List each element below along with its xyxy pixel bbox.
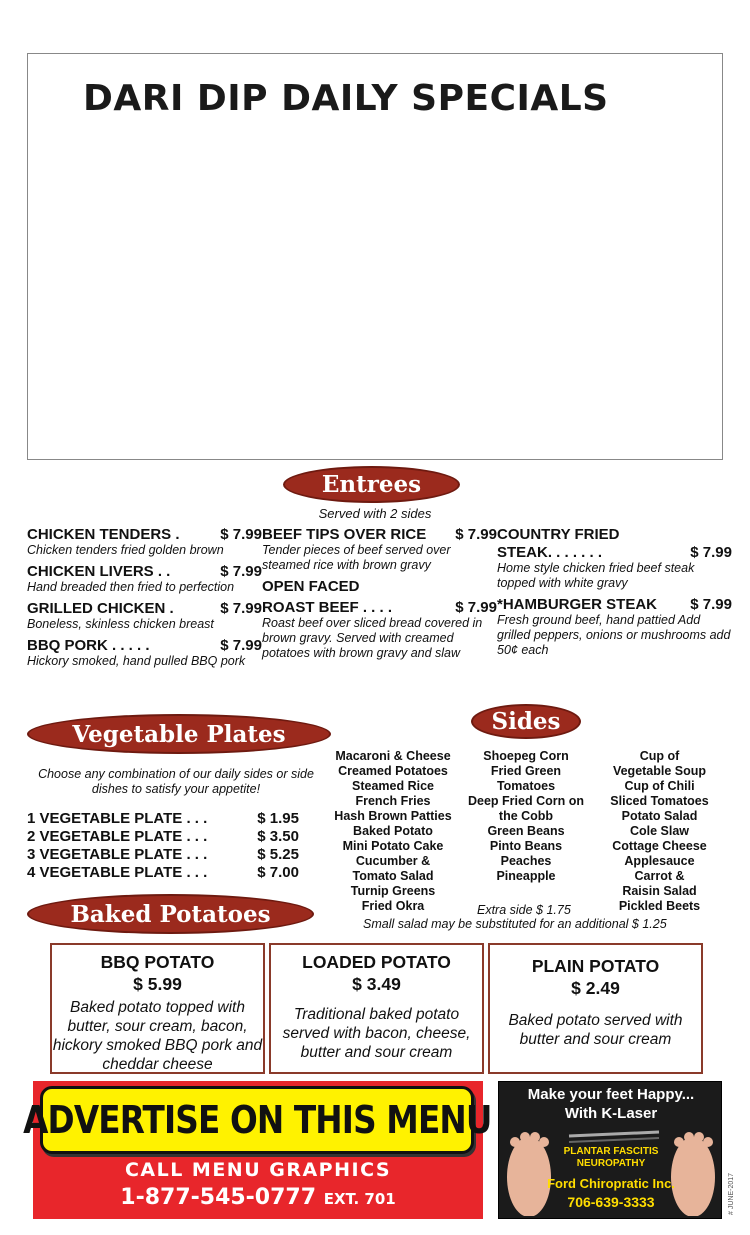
entree-price: $ 7.99	[690, 596, 732, 613]
entree-name: BBQ PORK . . . . .	[27, 637, 150, 654]
potato-price: $ 5.99	[133, 974, 182, 994]
plate-price: $ 3.50	[257, 828, 299, 845]
specials-board	[27, 53, 723, 460]
entree-price: $ 7.99	[455, 526, 497, 543]
side-item: Fried Okra	[361, 899, 425, 913]
k-laser-phone: 706-639-3333	[567, 1194, 655, 1210]
entree-description: Home style chicken fried beef steak topped with white gravy	[497, 561, 695, 590]
entree-name: BEEF TIPS OVER RICE	[262, 526, 427, 543]
potato-price: $ 2.49	[571, 978, 620, 998]
side-item: Tomatoes	[496, 779, 556, 793]
potato-name: LOADED POTATO	[302, 952, 451, 972]
side-item: Pineapple	[496, 869, 556, 883]
vegetable-plates-note: Choose any combination of our daily sides or side dishes to satisfy your appetite!	[38, 767, 314, 796]
entree-name: CHICKEN TENDERS .	[27, 526, 180, 543]
condition-2: NEUROPATHY	[576, 1158, 646, 1169]
entree-name: *HAMBURGER STEAK	[497, 596, 658, 613]
side-item: Cottage Cheese	[612, 839, 707, 853]
entrees-column-2	[262, 526, 497, 666]
entree-description: Roast beef over sliced bread covered in brown gravy. Served with creamed potatoes with brown gravy and slaw	[262, 616, 483, 660]
entree-description: Chicken tenders fried golden brown	[27, 543, 224, 557]
side-item: Cup of Chili	[624, 779, 695, 793]
entree-item	[27, 526, 262, 558]
entree-price: $ 7.99	[220, 526, 262, 543]
potato-description: Baked potato topped with butter, sour cream, bacon, hickory smoked BBQ pork and cheddar cheese	[52, 999, 263, 1073]
entree-price: $ 7.99	[220, 637, 262, 654]
k-laser-business-name: Ford Chiropratic Inc.	[547, 1176, 675, 1191]
phone-number: 1-877-545-0777	[120, 1185, 317, 1210]
side-item: Tomato Salad	[352, 869, 434, 883]
entrees-served-note: Served with 2 sides	[318, 506, 432, 521]
potato-description: Baked potato served with butter and sour cream	[508, 1012, 683, 1048]
sides-column-2	[459, 749, 593, 884]
side-item: Shoepeg Corn	[483, 749, 569, 763]
advertise-banner[interactable]	[22, 1081, 492, 1219]
k-laser-ad[interactable]	[498, 1081, 722, 1219]
entrees-column-1	[27, 526, 262, 674]
plate-name: 3 VEGETABLE PLATE . . .	[27, 846, 208, 863]
entree-description: Tender pieces of beef served over steamed rice with brown gravy	[262, 543, 451, 572]
entree-item	[27, 637, 262, 669]
side-item: Carrot &	[634, 869, 685, 883]
advertise-phone	[33, 1185, 483, 1210]
extra-side-note: Extra side $ 1.75	[477, 903, 571, 917]
entree-description: Fresh ground beef, hand pattied Add grilled peppers, onions or mushrooms add 50¢ each	[497, 613, 731, 657]
side-item: Hash Brown Patties	[334, 809, 452, 823]
small-salad-note: Small salad may be substituted for an additional $ 1.25	[363, 917, 667, 931]
plate-price: $ 7.00	[257, 864, 299, 881]
entree-price: $ 7.99	[455, 599, 497, 616]
side-item: Sliced Tomatoes	[610, 794, 709, 808]
side-item: Pickled Beets	[618, 899, 701, 913]
entree-item	[497, 526, 732, 543]
entree-description: Hand breaded then fried to perfection	[27, 580, 235, 594]
k-laser-line-2: With K-Laser	[564, 1105, 658, 1122]
side-item: Peaches	[500, 854, 552, 868]
vegetable-plate-row	[27, 828, 299, 846]
entree-name: COUNTRY FRIED	[497, 526, 620, 543]
entree-item	[262, 526, 497, 573]
entree-price: $ 7.99	[220, 600, 262, 617]
entree-name: CHICKEN LIVERS . .	[27, 563, 171, 580]
side-item: Cole Slaw	[629, 824, 690, 838]
entree-item	[262, 578, 497, 595]
side-item: Steamed Rice	[352, 779, 434, 793]
entree-price: $ 7.99	[220, 563, 262, 580]
condition-1: PLANTAR FASCITIS	[563, 1146, 659, 1157]
entree-item	[262, 599, 497, 661]
vegetable-plate-row	[27, 864, 299, 882]
potato-name: PLAIN POTATO	[531, 956, 660, 976]
entrees-heading: Entrees	[283, 466, 460, 503]
entree-name: ROAST BEEF . . . .	[262, 599, 393, 616]
entree-description: Boneless, skinless chicken breast	[27, 617, 214, 631]
entree-price: $ 7.99	[690, 544, 732, 561]
potato-card-bbq	[50, 943, 265, 1074]
sides-heading: Sides	[471, 704, 581, 739]
potato-price: $ 3.49	[352, 974, 401, 994]
entree-item	[27, 563, 262, 595]
plate-name: 4 VEGETABLE PLATE . . .	[27, 864, 208, 881]
k-laser-headline	[499, 1085, 722, 1123]
side-item: Fried Green	[490, 764, 562, 778]
side-item: Vegetable Soup	[612, 764, 707, 778]
entree-item	[27, 600, 262, 632]
side-item: Potato Salad	[621, 809, 698, 823]
entree-name: OPEN FACED	[262, 578, 360, 595]
side-item: the Cobb	[498, 809, 554, 823]
side-item: Raisin Salad	[622, 884, 697, 898]
advertise-call-text: CALL MENU GRAPHICS	[124, 1159, 392, 1181]
edition-tag: # JUNE-2017	[728, 1172, 735, 1215]
potato-description: Traditional baked potato served with bacon, cheese, butter and sour cream	[282, 1006, 471, 1061]
entree-description: Hickory smoked, hand pulled BBQ pork	[27, 654, 246, 668]
vegetable-plate-row	[27, 810, 299, 828]
potato-card-plain	[488, 943, 703, 1074]
side-item: Deep Fried Corn on	[468, 794, 584, 808]
sides-column-3	[597, 749, 722, 914]
side-item: Macaroni & Cheese	[335, 749, 451, 763]
vegetable-plates-heading: Vegetable Plates	[27, 714, 331, 754]
side-item: Pinto Beans	[489, 839, 563, 853]
side-item: Creamed Potatoes	[338, 764, 448, 778]
side-item: Green Beans	[487, 824, 565, 838]
side-item: Mini Potato Cake	[342, 839, 444, 853]
potato-card-loaded	[269, 943, 484, 1074]
side-item: Cup of	[639, 749, 680, 763]
plate-price: $ 1.95	[257, 810, 299, 827]
plate-price: $ 5.25	[257, 846, 299, 863]
side-item: French Fries	[355, 794, 431, 808]
phone-extension: EXT. 701	[323, 1190, 396, 1208]
plate-name: 1 VEGETABLE PLATE . . .	[27, 810, 208, 827]
side-item: Cucumber &	[355, 854, 431, 868]
entree-name: STEAK. . . . . . .	[497, 544, 603, 561]
entrees-column-3	[497, 526, 732, 663]
potato-name: BBQ POTATO	[100, 952, 215, 972]
vegetable-plate-row	[27, 846, 299, 864]
advertise-headline: ADVERTISE ON THIS MENU	[22, 1098, 492, 1142]
side-item: Applesauce	[624, 854, 695, 868]
sides-column-1	[327, 749, 459, 914]
entree-item	[497, 544, 732, 591]
baked-potatoes-heading: Baked Potatoes	[27, 894, 314, 934]
side-item: Baked Potato	[353, 824, 433, 838]
k-laser-line-1: Make your feet Happy...	[527, 1086, 695, 1103]
vegetable-plates-list	[27, 810, 299, 882]
entree-name: GRILLED CHICKEN .	[27, 600, 174, 617]
k-laser-conditions	[499, 1146, 722, 1170]
side-item: Turnip Greens	[350, 884, 436, 898]
specials-title: DARI DIP DAILY SPECIALS	[83, 78, 609, 119]
advertise-headline-panel	[22, 1086, 492, 1154]
entree-item	[497, 596, 732, 658]
plate-name: 2 VEGETABLE PLATE . . .	[27, 828, 208, 845]
